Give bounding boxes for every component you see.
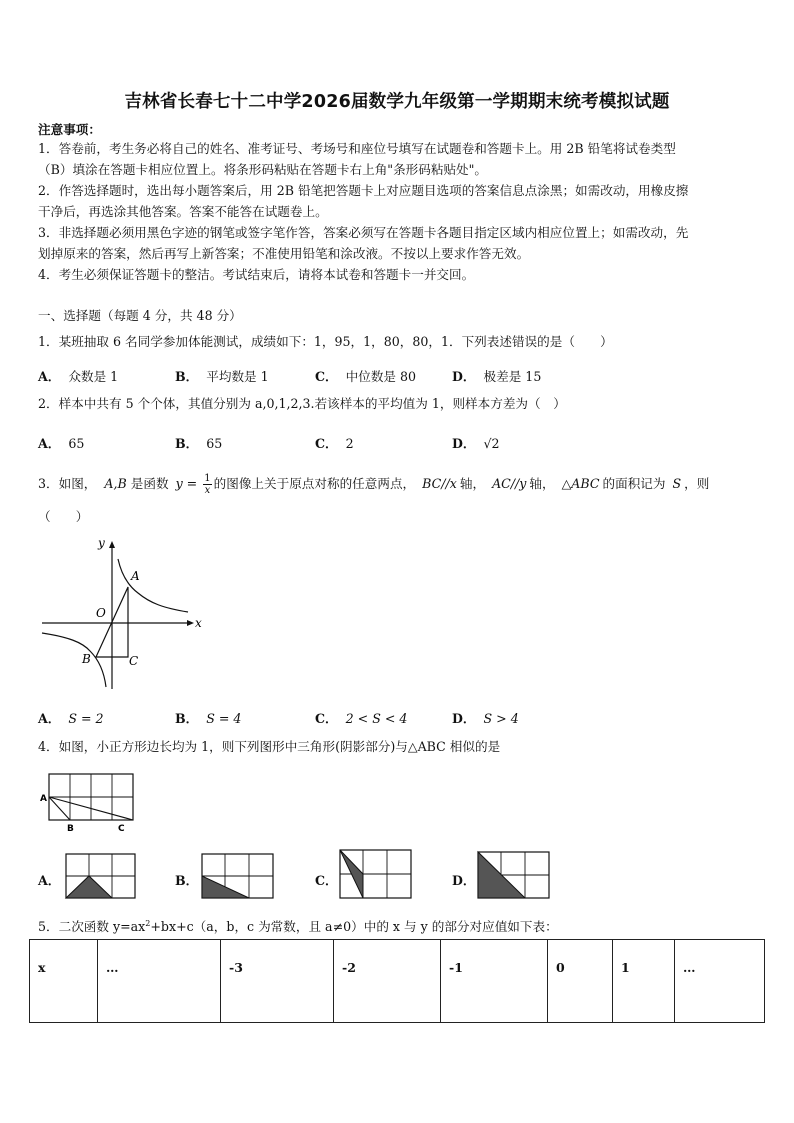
- hyperbola-figure: [38, 537, 208, 695]
- notes-line: 2．作答选择题时，选出每小题答案后，用 2B 铅笔把答题卡上对应题目选项的答案信息点涂黑；如需改动，用橡皮擦: [38, 183, 689, 198]
- q2-option-c: C． 2: [315, 436, 354, 451]
- question-4-stem: 4．如图，小正方形边长均为 1，则下列图形中三角形(阴影部分)与△ABC 相似的是: [38, 739, 501, 754]
- question-3-stem: 3．如图， A,B 是函数 y = $\frac{1}{x}$ 的图像上关于原点对称的任意两点， BC//x 轴， AC//y 轴， △ABC 的面积记为 S ，则: [38, 473, 710, 496]
- table-row: [30, 940, 765, 1023]
- section-heading: 一、选择题（每题 4 分，共 48 分）: [38, 308, 242, 323]
- q4-option-d-figure: [476, 850, 552, 902]
- q2-option-a: A． 65: [38, 436, 85, 451]
- q1-option-d: D． 极差是 15: [452, 369, 542, 384]
- value-table: [29, 939, 765, 1023]
- table-cell: 0: [548, 940, 613, 1023]
- fraction-1-over-x: $\frac{1}{x}$: [204, 473, 211, 496]
- table-cell: x: [30, 940, 98, 1023]
- page-title: 吉林省长春七十二中学2026届数学九年级第一学期期末统考模拟试题: [124, 92, 670, 112]
- q4-option-c-figure: [338, 848, 414, 902]
- y-label: y: [98, 537, 105, 550]
- notes-line: 3．非选择题必须用黑色字迹的钢笔或签字笔作答，答案必须写在答题卡各题目指定区域内相应位置上；如需改动，先: [38, 225, 689, 240]
- label-b: B: [67, 824, 74, 834]
- triangle-abc-grid-figure: [38, 770, 138, 834]
- q3-option-b: B． S = 4: [175, 711, 242, 726]
- q1-option-c: C． 中位数是 80: [315, 369, 417, 384]
- q3-option-a: A． S = 2: [38, 711, 104, 726]
- notes-line: 4．考生必须保证答题卡的整洁。考试结束后，请将本试卷和答题卡一并交回。: [38, 267, 475, 282]
- x-axis-arrow: [187, 620, 194, 626]
- table-cell: -1: [441, 940, 548, 1023]
- notes-heading: 注意事项：: [38, 122, 101, 137]
- table-cell: …: [98, 940, 221, 1023]
- origin-label: O: [96, 606, 106, 620]
- q1-option-b: B． 平均数是 1: [175, 369, 269, 384]
- q4-option-a: A．: [38, 873, 61, 888]
- question-3-paren: （ ）: [38, 509, 89, 524]
- point-b-label: B: [82, 652, 91, 666]
- point-a-label: A: [131, 569, 140, 583]
- table-cell: 1: [613, 940, 675, 1023]
- side-ab: [49, 797, 70, 820]
- q4-option-c: C．: [315, 873, 338, 888]
- point-c-label: C: [129, 654, 139, 668]
- q4-option-d: D．: [452, 873, 476, 888]
- q3-option-d: D． S > 4: [452, 711, 519, 726]
- table-cell: …: [675, 940, 765, 1023]
- x-label: x: [195, 616, 202, 630]
- question-1-stem: 1．某班抽取 6 名同学参加体能测试，成绩如下：1，95，1，80，80，1．下列表述错误的是（ ）: [38, 334, 613, 349]
- label-a: A: [40, 794, 47, 804]
- notes-line: 干净后，再选涂其他答案。答案不能答在试题卷上。: [38, 204, 328, 219]
- notes-line: 划掉原来的答案，然后再写上新答案；不准使用铅笔和涂改液。不按以上要求作答无效。: [38, 246, 530, 261]
- q1-option-a: A． 众数是 1: [38, 369, 119, 384]
- shaded-triangle: [202, 876, 249, 898]
- q2-option-b: B． 65: [175, 436, 223, 451]
- q2-option-d: D． √2: [452, 436, 500, 451]
- notes-line: 1．答卷前，考生务必将自己的姓名、准考证号、考场号和座位号填写在试题卷和答题卡上。用 2B 铅笔将试卷类型: [38, 141, 676, 156]
- hyperbola-branch-q3: [42, 633, 106, 687]
- label-c: C: [118, 824, 125, 834]
- question-5-stem: 5．二次函数 $y=ax^2+bx+c(a$，b，c 为常数，且 a≠0）中的 x 与 y 的部分对应值如下表：: [38, 919, 558, 935]
- q4-option-a-figure: [64, 852, 138, 902]
- table-cell: -2: [334, 940, 441, 1023]
- y-axis-arrow: [109, 541, 115, 548]
- notes-line: （B）填涂在答题卡相应位置上。将条形码粘贴在答题卡右上角"条形码粘贴处"。: [38, 162, 488, 177]
- table-cell: -3: [221, 940, 334, 1023]
- q4-option-b: B．: [175, 873, 199, 888]
- q3-option-c: C． 2 < S < 4: [315, 711, 408, 726]
- shaded-triangle: [66, 876, 112, 898]
- q4-option-b-figure: [200, 852, 276, 902]
- question-2-stem: 2．样本中共有 5 个个体，其值分别为 a,0,1,2,3.若该样本的平均值为 1，则样本方差为（ ）: [38, 396, 566, 411]
